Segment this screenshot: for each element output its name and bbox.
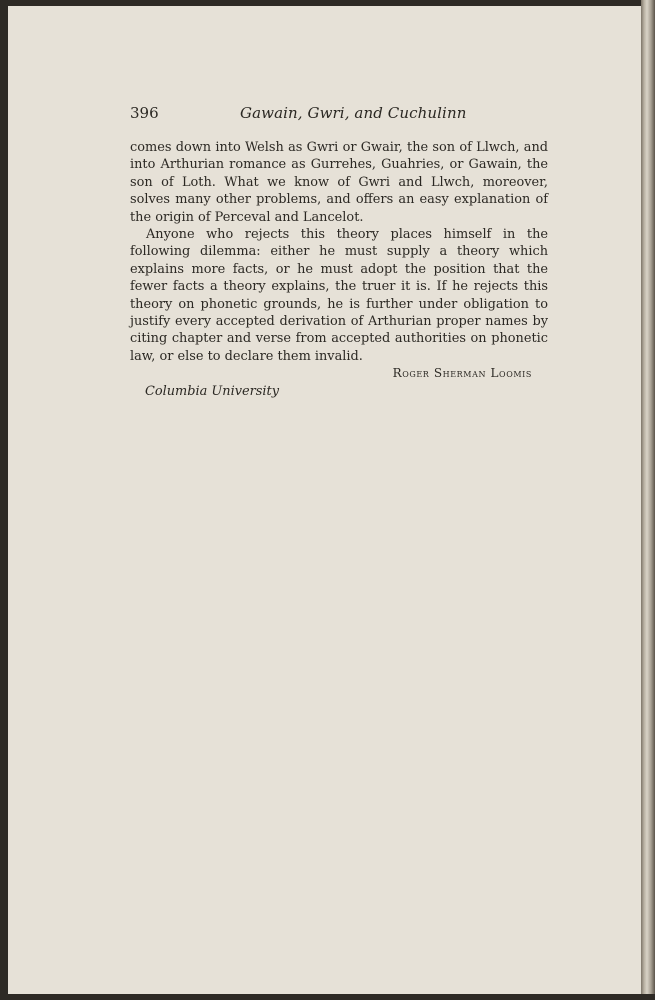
author-signature: Roger Sherman Loomis <box>392 366 532 381</box>
paragraph-2: Anyone who rejects this theory places himself in the following dilemma: either he must supply a theory which explains more facts, or he must adopt the position that the fewer facts a theory explains, the truer it is. If he rejects this theory on phonetic grounds, he is further under obligation to justify every accepted derivation of Arthurian proper names by citing chapter and verse from accepted authorities on phonetic law, or else to declare them invalid. <box>130 227 548 364</box>
paper-page <box>8 6 641 994</box>
text-block <box>130 104 548 400</box>
running-head <box>130 104 548 128</box>
paragraph-1: comes down into Welsh as Gwri or Gwair, the son of Llwch, and into Arthurian romance as Gurrehes, Guahries, or Gawain, the son of Loth. What we know of Gwri and Llwch, moreover, solves many other problems, and offers an easy explanation of the origin of Perceval and Lancelot. <box>130 140 548 225</box>
author-affiliation: Columbia University <box>145 384 279 400</box>
body-text <box>130 139 548 400</box>
page-number: 396 <box>130 104 159 122</box>
scan-bottom-edge <box>0 994 655 1000</box>
book-spine-edge <box>641 0 655 1000</box>
running-title: Gawain, Gwri, and Cuchulinn <box>240 104 467 122</box>
